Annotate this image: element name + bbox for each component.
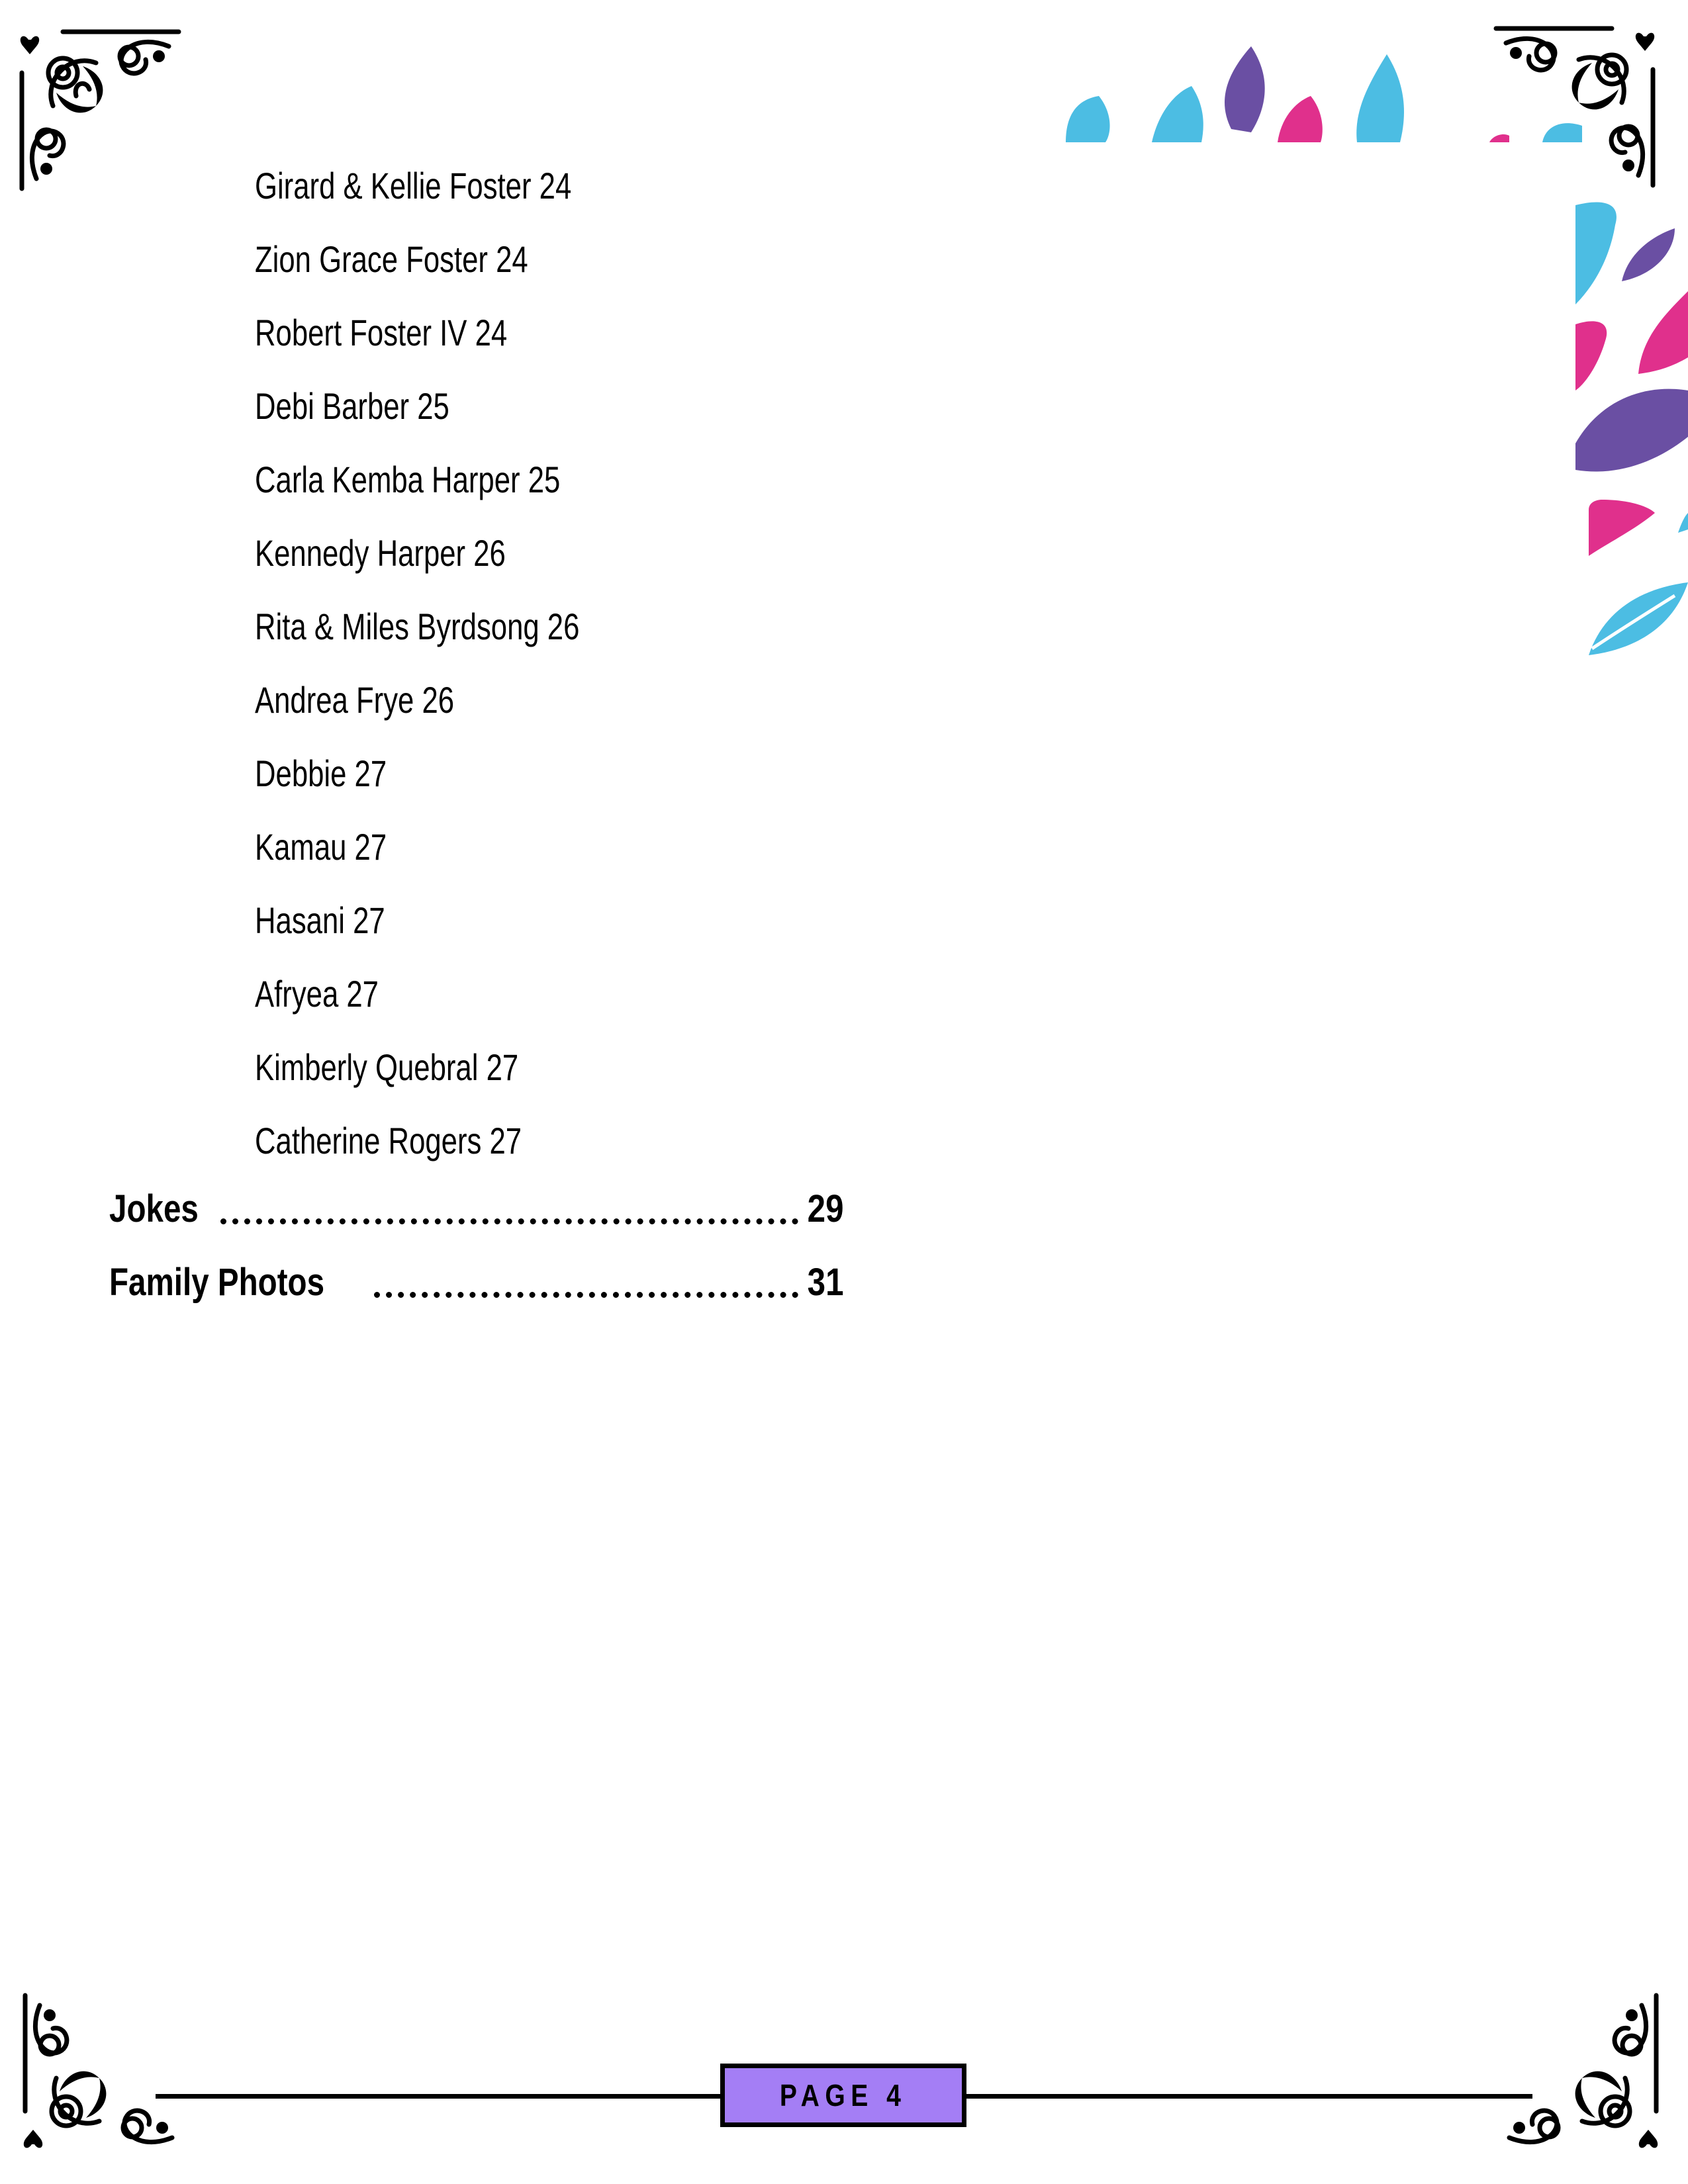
leaf-cluster-top-decoration <box>1059 40 1582 142</box>
toc-section-label: Family Photos <box>109 1261 325 1304</box>
toc-entry: Rita & Miles Byrdsong 26 <box>255 606 580 647</box>
dot-leader <box>220 1218 798 1224</box>
toc-sub-entry-list <box>255 149 671 1177</box>
toc-entry: Kimberly Quebral 27 <box>255 1046 519 1088</box>
toc-entry: Andrea Frye 26 <box>255 679 455 721</box>
toc-entry: Kennedy Harper 26 <box>255 532 506 574</box>
toc-section-page-number: 29 <box>808 1187 844 1230</box>
page-number-label: PAGE 4 <box>780 2078 907 2113</box>
leaf-cluster-right-decoration <box>1575 199 1688 662</box>
corner-flourish-bottom-right-icon <box>1496 1992 1662 2158</box>
footer-rule-left <box>156 2094 722 2099</box>
toc-entry: Catherine Rogers 27 <box>255 1120 522 1161</box>
toc-entry: Debbie 27 <box>255 752 387 794</box>
page-number-box <box>720 2064 966 2127</box>
footer-rule-right <box>966 2094 1532 2099</box>
corner-flourish-bottom-left-icon <box>20 1992 185 2158</box>
toc-entry: Girard & Kellie Foster 24 <box>255 165 572 206</box>
toc-section-label: Jokes <box>109 1187 199 1230</box>
toc-entry: Afryea 27 <box>255 973 379 1015</box>
toc-entry: Robert Foster IV 24 <box>255 312 508 353</box>
corner-flourish-top-left-icon <box>17 26 182 192</box>
toc-entry: Hasani 27 <box>255 899 385 941</box>
toc-entry: Debi Barber 25 <box>255 385 449 427</box>
toc-section-page-number: 31 <box>808 1261 844 1304</box>
toc-entry: Carla Kemba Harper 25 <box>255 459 561 500</box>
toc-section-jokes <box>109 1171 844 1231</box>
toc-section-family-photos <box>109 1245 844 1304</box>
dot-leader <box>374 1292 798 1298</box>
toc-entry: Kamau 27 <box>255 826 387 868</box>
toc-entry: Zion Grace Foster 24 <box>255 238 528 280</box>
